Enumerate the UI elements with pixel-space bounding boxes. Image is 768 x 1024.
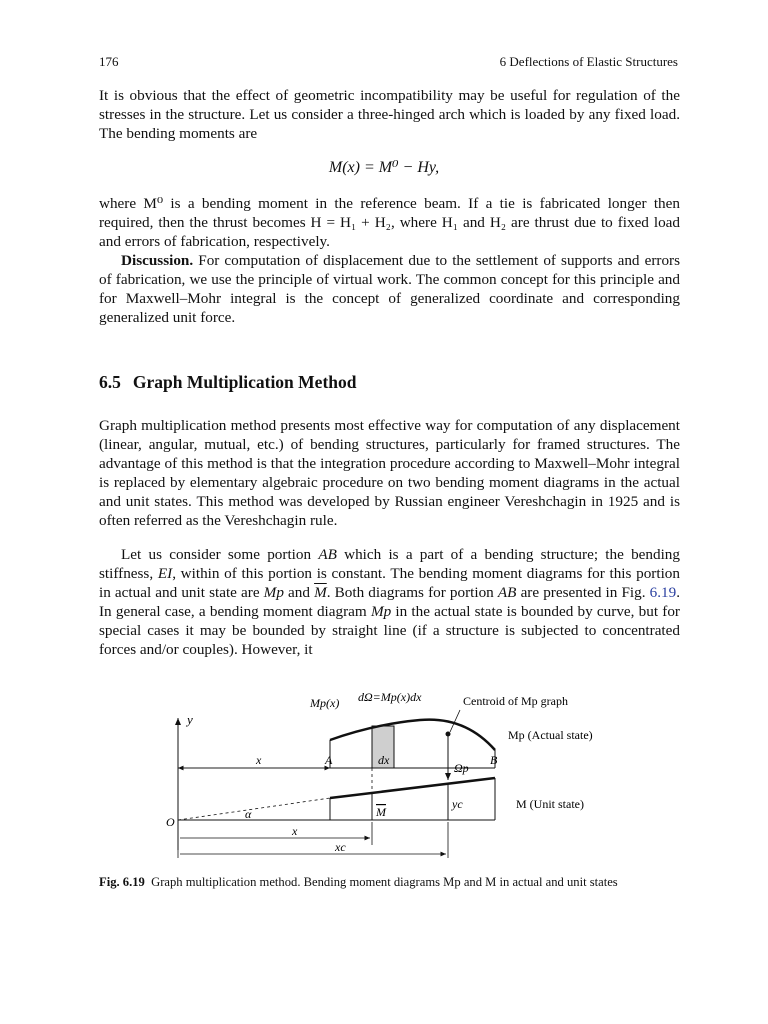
figure-caption [99, 874, 680, 890]
discussion-text: For computation of displacement due to the settlement of supports and errors of fabrication, we use the principle of virtual work. The common concept for this principle and for Maxwell–Mohr integral is the concept of generalized coordinate and corresponding generalized unit force. [99, 252, 680, 326]
x-top-label: x [256, 753, 262, 767]
discussion-label: Discussion. [121, 252, 194, 269]
mbar-symbol: $\overline{M}$ [314, 584, 327, 601]
equation: M(x) = M⁰ − Hy, [328, 159, 440, 176]
paragraph-4: Let us consider some portion AB which is a part of a bending structure; the bending stiffness, EI, within of this portion is constant. The bending moment diagrams for this portion in actual and unit state are Mp and $\overline{M}$. Both diagrams for portion AB are presented in Fig. 6.19. In general case, a bending moment diagram Mp in the actual state is bounded by curve, but for special cases it may be bounded by straight line (if a structure is subjected to concentrated forces and/or couples). However, it [99, 546, 680, 658]
dx-label: dx [378, 753, 390, 767]
yc-label: yc [452, 797, 463, 811]
omega-p-label: Ωp [454, 761, 469, 775]
alpha-label: α [245, 807, 252, 821]
caption-text: Graph multiplication method. Bending moment diagrams Mp and M in actual and unit states [151, 875, 618, 889]
discussion-paragraph [99, 251, 680, 327]
paragraph-3: Graph multiplication method presents most effective way for computation of any displacement (linear, angular, mutual, etc.) of bending structures, particularly for framed structures. The advantage of this method is that the integration procedure according to Maxwell–Mohr integral is replaced by elementary algebraic procedure on two bending moment diagrams in the actual and unit states. This method was developed by Russian engineer Vereshchagin in 1925 and is often referred as the Vereshchagin rule. [99, 417, 680, 529]
paragraph-1: It is obvious that the effect of geometric incompatibility may be useful for regulation of the stresses in the structure. Let us consider a three-hinged arch which is loaded by any fixed load. The bending moments are [99, 87, 680, 142]
running-header [99, 54, 678, 70]
actual-state-label: Mp (Actual state) [508, 728, 593, 742]
unit-state-label: M (Unit state) [516, 797, 584, 811]
origin-label: O [166, 815, 175, 829]
x-bottom-label: x [292, 824, 298, 838]
centroid-label: Centroid of Mp graph [463, 694, 568, 708]
page-number: 176 [99, 54, 119, 69]
point-b-label: B [490, 753, 498, 767]
section-number: 6.5 [99, 372, 121, 392]
caption-label: Fig. 6.19 [99, 875, 145, 889]
mp-curve [330, 720, 495, 750]
section-heading [99, 372, 357, 393]
stiffness-ei: EI [157, 565, 173, 582]
portion-ab: AB [318, 546, 337, 563]
mpx-label: Mp(x) [310, 696, 340, 710]
point-a-label: A [325, 753, 333, 767]
y-axis-label: y [187, 712, 193, 727]
xc-label: xc [335, 840, 346, 854]
unit-line [330, 778, 495, 798]
figure-6-19 [160, 690, 630, 870]
figure-reference-link[interactable]: 6.19 [649, 584, 677, 601]
centroid-dot [446, 732, 451, 737]
mp-symbol: Mp [263, 584, 284, 601]
graph-multiplication-diagram [160, 690, 630, 865]
mbar-label: M [376, 805, 386, 819]
chapter-title: 6 Deflections of Elastic Structures [499, 54, 678, 69]
section-title: Graph Multiplication Method [132, 372, 357, 392]
domega-label: dΩ=Mp(x)dx [358, 690, 422, 704]
paragraph-2: where M⁰ is a bending moment in the reference beam. If a tie is fabricated longer then required, then the thrust becomes H = H₁ + H₂, where H₁ and H₂ are thrust due to fixed load and errors of fabrication, respectively. [99, 195, 680, 250]
